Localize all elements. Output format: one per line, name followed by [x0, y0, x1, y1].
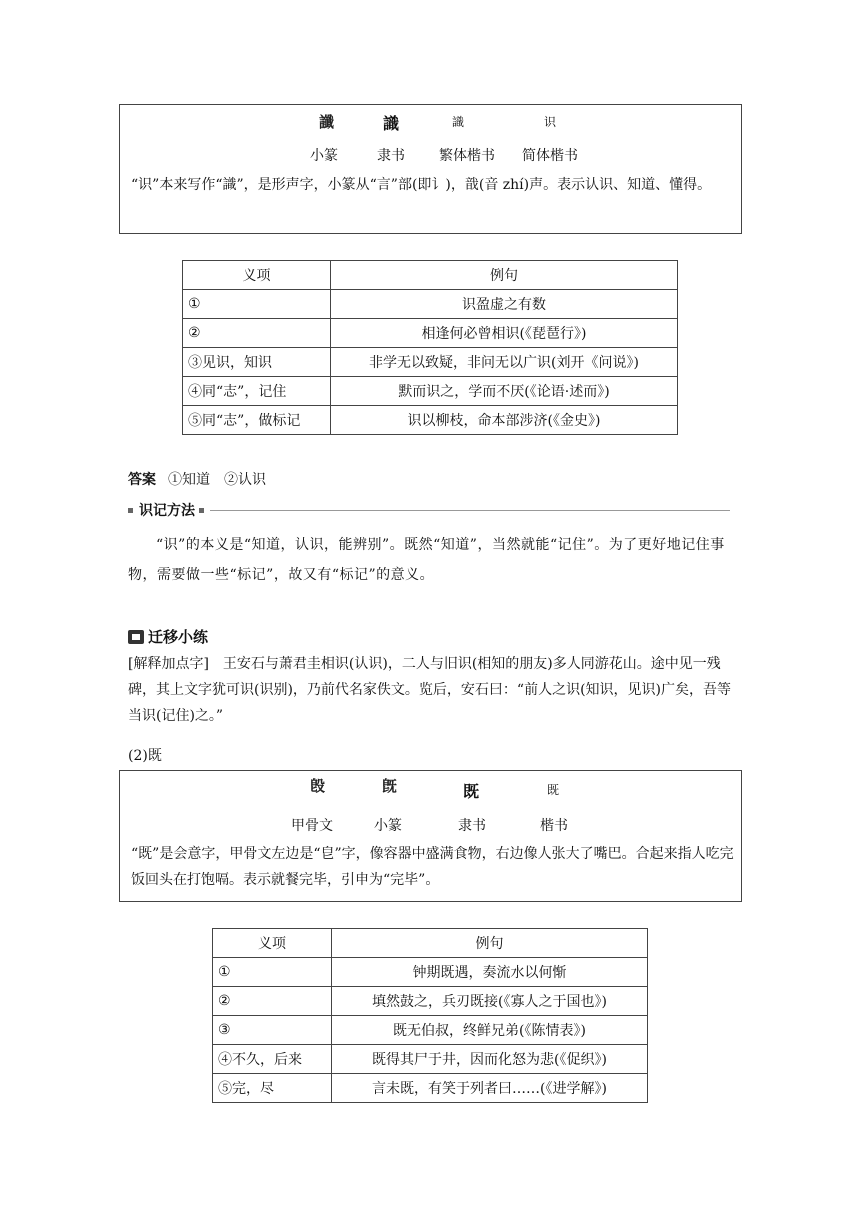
square-bullet-icon	[128, 508, 133, 513]
meaning-cell: ①	[183, 290, 331, 319]
meaning-cell: ②	[183, 319, 331, 348]
example-cell: 识盈虚之有数	[331, 290, 678, 319]
oracle-bone-glyph: 𣪘	[310, 777, 324, 795]
meaning-table-ji	[212, 928, 648, 1103]
traditional-script-glyph: 識	[452, 115, 465, 129]
table-row	[183, 406, 678, 435]
simplified-script-glyph: 识	[544, 115, 557, 129]
seal-script-glyph: 旣	[382, 777, 396, 795]
meaning-cell: ④不久，后来	[213, 1045, 332, 1074]
example-cell: 填然鼓之，兵刃既接(《寡人之于国也》)	[332, 987, 648, 1016]
answer-label: 答案	[128, 472, 156, 488]
glyph-description: “识”本来写作“識”，是形声字，小篆从“言”部(即讠)，戠(音 zhí)声。表示认识、知道、懂得。	[131, 177, 712, 193]
meaning-cell: ⑤同“志”，做标记	[183, 406, 331, 435]
practice-icon	[128, 630, 144, 644]
table-row	[183, 377, 678, 406]
square-bullet-icon	[199, 508, 204, 513]
clerical-script-glyph: 既	[463, 782, 480, 801]
example-cell: 既无伯叔，终鲜兄弟(《陈情表》)	[332, 1016, 648, 1045]
script-label: 繁体楷书	[439, 148, 495, 164]
example-cell: 钟期既遇，奏流水以何惭	[332, 958, 648, 987]
divider-line	[210, 510, 730, 511]
seal-script-glyph: 讖	[319, 113, 333, 131]
table-header: 例句	[331, 261, 678, 290]
answer-line	[128, 469, 266, 489]
example-cell: 既得其尸于井，因而化怒为悲(《促织》)	[332, 1045, 648, 1074]
method-text: “识”的本义是“知道，认识，能辨别”。既然“知道”，当然就能“记住”。为了更好地记住事物，需要做一些“标记”，故又有“标记”的意义。	[128, 537, 725, 583]
table-header: 义项	[183, 261, 331, 290]
glyph-box-ji	[119, 770, 742, 902]
meaning-cell: ⑤完，尽	[213, 1074, 332, 1103]
table-row	[183, 348, 678, 377]
script-label: 小篆	[310, 148, 338, 164]
table-row	[213, 958, 648, 987]
method-title: 识记方法	[139, 503, 195, 519]
table-row	[213, 1016, 648, 1045]
meaning-cell: ②	[213, 987, 332, 1016]
table-row	[213, 1045, 648, 1074]
practice-text: [解释加点字] 王安石与萧君圭相识(认识)，二人与旧识(相知的朋友)多人同游花山。途中见一残碑，其上文字犹可识(识别)，乃前代名家佚文。览后，安石曰：“前人之识(知识，见识)广矣，吾等当识(记住)之。”	[128, 656, 732, 724]
table-row	[213, 1074, 648, 1103]
clerical-script-glyph: 識	[383, 114, 400, 133]
practice-title: 迁移小练	[148, 628, 209, 646]
regular-script-glyph: 既	[547, 783, 560, 797]
example-cell: 非学无以致疑，非问无以广识(刘开《问说》)	[331, 348, 678, 377]
section-label: (2)既	[128, 748, 162, 764]
script-label: 楷书	[540, 818, 568, 834]
meaning-cell: ④同“志”，记住	[183, 377, 331, 406]
example-cell: 相逢何必曾相识(《琵琶行》)	[331, 319, 678, 348]
glyph-description: “既”是会意字，甲骨文左边是“皀”字，像容器中盛满食物，右边像人张大了嘴巴。合起来指人吃完饭回头在打饱嗝。表示就餐完毕，引申为“完毕”。	[131, 846, 734, 888]
practice-heading	[128, 626, 208, 647]
example-cell: 默而识之，学而不厌(《论语·述而》)	[331, 377, 678, 406]
method-heading	[128, 500, 730, 520]
script-label: 甲骨文	[291, 818, 333, 834]
table-row	[183, 290, 678, 319]
script-label: 小篆	[374, 818, 402, 834]
script-label: 简体楷书	[522, 148, 578, 164]
meaning-cell: ③	[213, 1016, 332, 1045]
example-cell: 识以柳枝，命本部涉济(《金史》)	[331, 406, 678, 435]
glyph-box-shi	[119, 104, 742, 234]
table-header: 例句	[332, 929, 648, 958]
script-label: 隶书	[377, 148, 405, 164]
meaning-table-shi	[182, 260, 678, 435]
answer-text: ①知道 ②认识	[168, 472, 266, 488]
example-cell: 言未既，有笑于列者曰……(《进学解》)	[332, 1074, 648, 1103]
table-row	[183, 319, 678, 348]
table-header: 义项	[213, 929, 332, 958]
table-row	[213, 987, 648, 1016]
meaning-cell: ①	[213, 958, 332, 987]
meaning-cell: ③见识，知识	[183, 348, 331, 377]
script-label: 隶书	[458, 818, 486, 834]
